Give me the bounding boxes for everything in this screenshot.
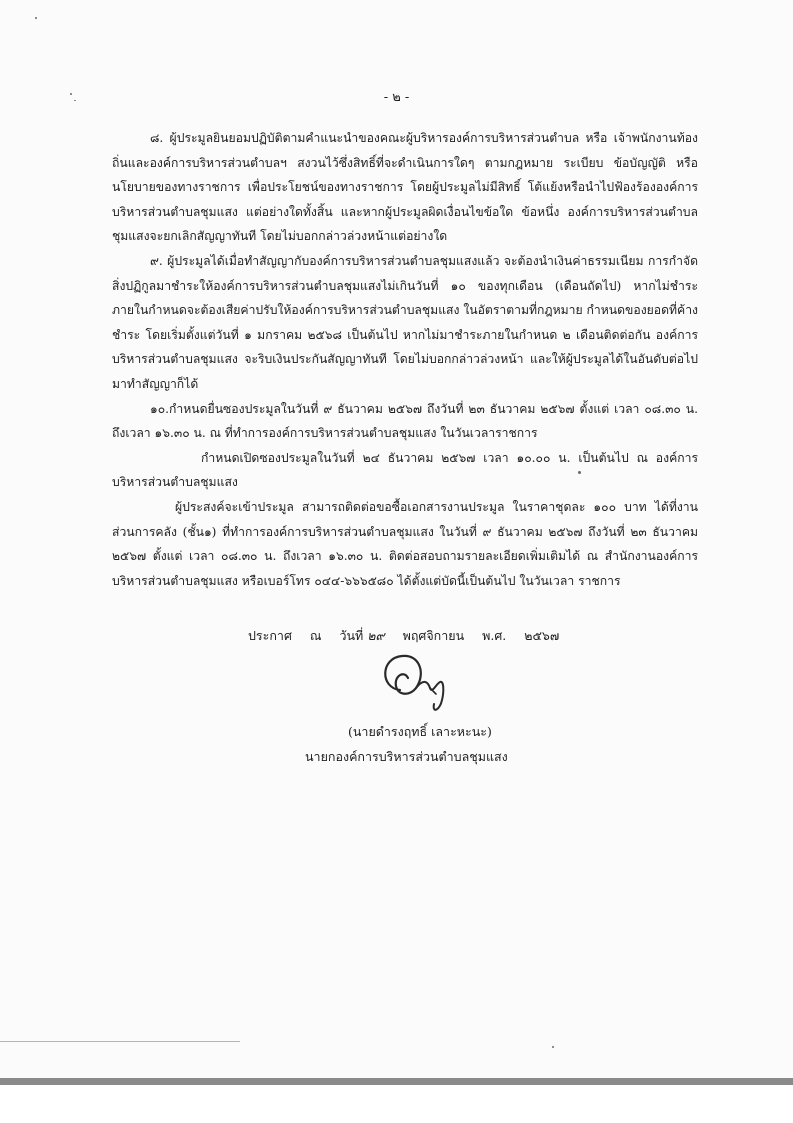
text-line: บริหารส่วนตำบลชุมแสง: [112, 475, 238, 490]
announcement-month: พฤศจิกายน: [402, 628, 465, 643]
signatory-position: นายกองค์การบริหารส่วนตำบลชุมแสง: [305, 749, 508, 764]
handwritten-signature: [372, 648, 462, 718]
text-line: ราชการ: [578, 573, 621, 588]
announcement-day: ๒๙: [367, 628, 385, 643]
text-line: กำหนดของยอดที่ค้างชำระ โดยเริ่มตั้งแต่วันที่ ๑ มกราคม ๒๕๖๘ เป็นต้นไป หากไม่มาชำระภายในกำหนด ๒: [112, 303, 699, 342]
text-line: เวลา ๐๘.๓๐ น. ถึงเวลา ๑๖.๓๐ น. ณ ที่ทำการองค์การบริหารส่วนตำบลชุมแสง ในวันเวลาราชการ: [112, 401, 699, 441]
text-line: ๑๐.กำหนดยื่นซองประมูลในวันที่ ๙ ธันวาคม ๒๕๖๗ ถึงวันที่ ๒๓ ธันวาคม ๒๕๖๗ ตั้งแต่: [150, 401, 610, 416]
announcement-date-line: [248, 626, 559, 646]
text-line: หากไม่ชำระภายในกำหนดจะต้องเสียค่าปรับให้องค์การบริหารส่วนตำบลชุมแสง ในอัตราตามที่กฎหมาย: [112, 278, 698, 318]
document-body: [112, 126, 698, 593]
text-line: โต้แย้งหรือนำไปฟ้องร้ององค์การบริหารส่วนตำบลชุมแสง แต่อย่างใดทั้งสิ้น และหากผู้ประมูลผิดเงื่อนไขข้อใด: [112, 180, 699, 219]
announcement-year: ๒๕๖๗: [524, 628, 560, 643]
bid-opening-paragraph: [112, 446, 698, 495]
text-line: กำหนดเปิดซองประมูลในวันที่ ๒๔ ธันวาคม ๒๕๖๗ เวลา ๑๐.๐๐ น. เป็นต้นไป ณ องค์การ: [201, 450, 698, 465]
text-line: เจ้าพนักงานท้องถิ่นและองค์การบริหารส่วนตำบลฯ สงวนไว้ซึ่งสิทธิ์ที่จะดำเนินการใดๆ ตามกฎหมาย: [112, 131, 699, 170]
scan-speck: [35, 17, 37, 19]
document-purchase-paragraph: [112, 495, 698, 593]
announcement-label: ประกาศ: [248, 628, 292, 643]
text-line: ๘. ผู้ประมูลยินยอมปฏิบัติตามคำแนะนำของคณะผู้บริหารองค์การบริหารส่วนตำบล หรือ: [150, 131, 608, 145]
scan-speck: [552, 1046, 554, 1048]
text-line: เดือนติดต่อกัน องค์การบริหารส่วนตำบลชุมแสง จะริบเงินประกันสัญญาทันที โดยไม่บอกกล่าวล่วงหน้า: [112, 327, 698, 367]
scan-bottom-line: [0, 1041, 240, 1042]
announcement-at: ณ: [309, 628, 322, 643]
text-line: และให้ผู้ประมูลได้ในอันดับต่อไปมาทำสัญญาก็ได้: [112, 352, 698, 391]
text-line: สำนักงานองค์การบริหารส่วนตำบลชุมแสง หรือเบอร์โทร ๐๔๔-๖๖๖๕๘๐ ได้ตั้งแต่บัดนี้เป็นต้นไป ในวันเวลา: [112, 549, 699, 588]
page-number: - ๒ -: [383, 90, 410, 105]
clause-9-paragraph: [112, 249, 698, 397]
announcement-day-label: วันที่: [339, 628, 364, 643]
announcement-era: พ.ศ.: [482, 628, 507, 643]
signatory-name: (นายดำรงฤทธิ์ เลาะหะนะ): [348, 724, 492, 739]
text-line: ๙. ผู้ประมูลได้เมื่อทำสัญญากับองค์การบริหารส่วนตำบลชุมแสงแล้ว จะต้องนำเงินค่าธรรมเนียม: [150, 253, 644, 268]
text-line: ธันวาคม ๒๕๖๗ ตั้งแต่ เวลา ๐๘.๓๐ น. ถึงเวลา ๑๖.๓๐ น. ติดต่อสอบถามรายละเอียดเพิ่มเติมได้ ณ: [112, 524, 699, 564]
scan-edge-band: [0, 1078, 793, 1085]
text-line: การกำจัดสิ่งปฏิกูลมาชำระให้องค์การบริหารส่วนตำบลชุมแสงไม่เกินวันที่ ๑๐ ของทุกเดือน (เดือนถัดไป): [112, 253, 699, 293]
clause-8-paragraph: [112, 126, 698, 249]
text-line: ได้ที่งานส่วนการคลัง (ชั้น๑) ที่ทำการองค์การบริหารส่วนตำบลชุมแสง ในวันที่ ๙ ธันวาคม ๒๕๖๗ ถึงวันที่ ๒๓: [112, 499, 698, 539]
text-line: ระเบียบ ข้อบัญญัติ หรือนโยบายของทางราชการ เพื่อประโยชน์ของทางราชการ โดยผู้ประมูลไม่มีสิทธิ์: [112, 155, 698, 195]
text-line: ผู้ประสงค์จะเข้าประมูล สามารถติดต่อขอซื้อเอกสารงานประมูล ในราคาชุดละ ๑๐๐ บาท: [175, 499, 647, 514]
text-line: ข้อหนึ่ง องค์การบริหารส่วนตำบลชุมแสงจะยกเลิกสัญญาทันที โดยไม่บอกกล่าวล่วงหน้าแต่อย่างใด: [112, 204, 698, 244]
clause-10-paragraph: [112, 397, 698, 446]
